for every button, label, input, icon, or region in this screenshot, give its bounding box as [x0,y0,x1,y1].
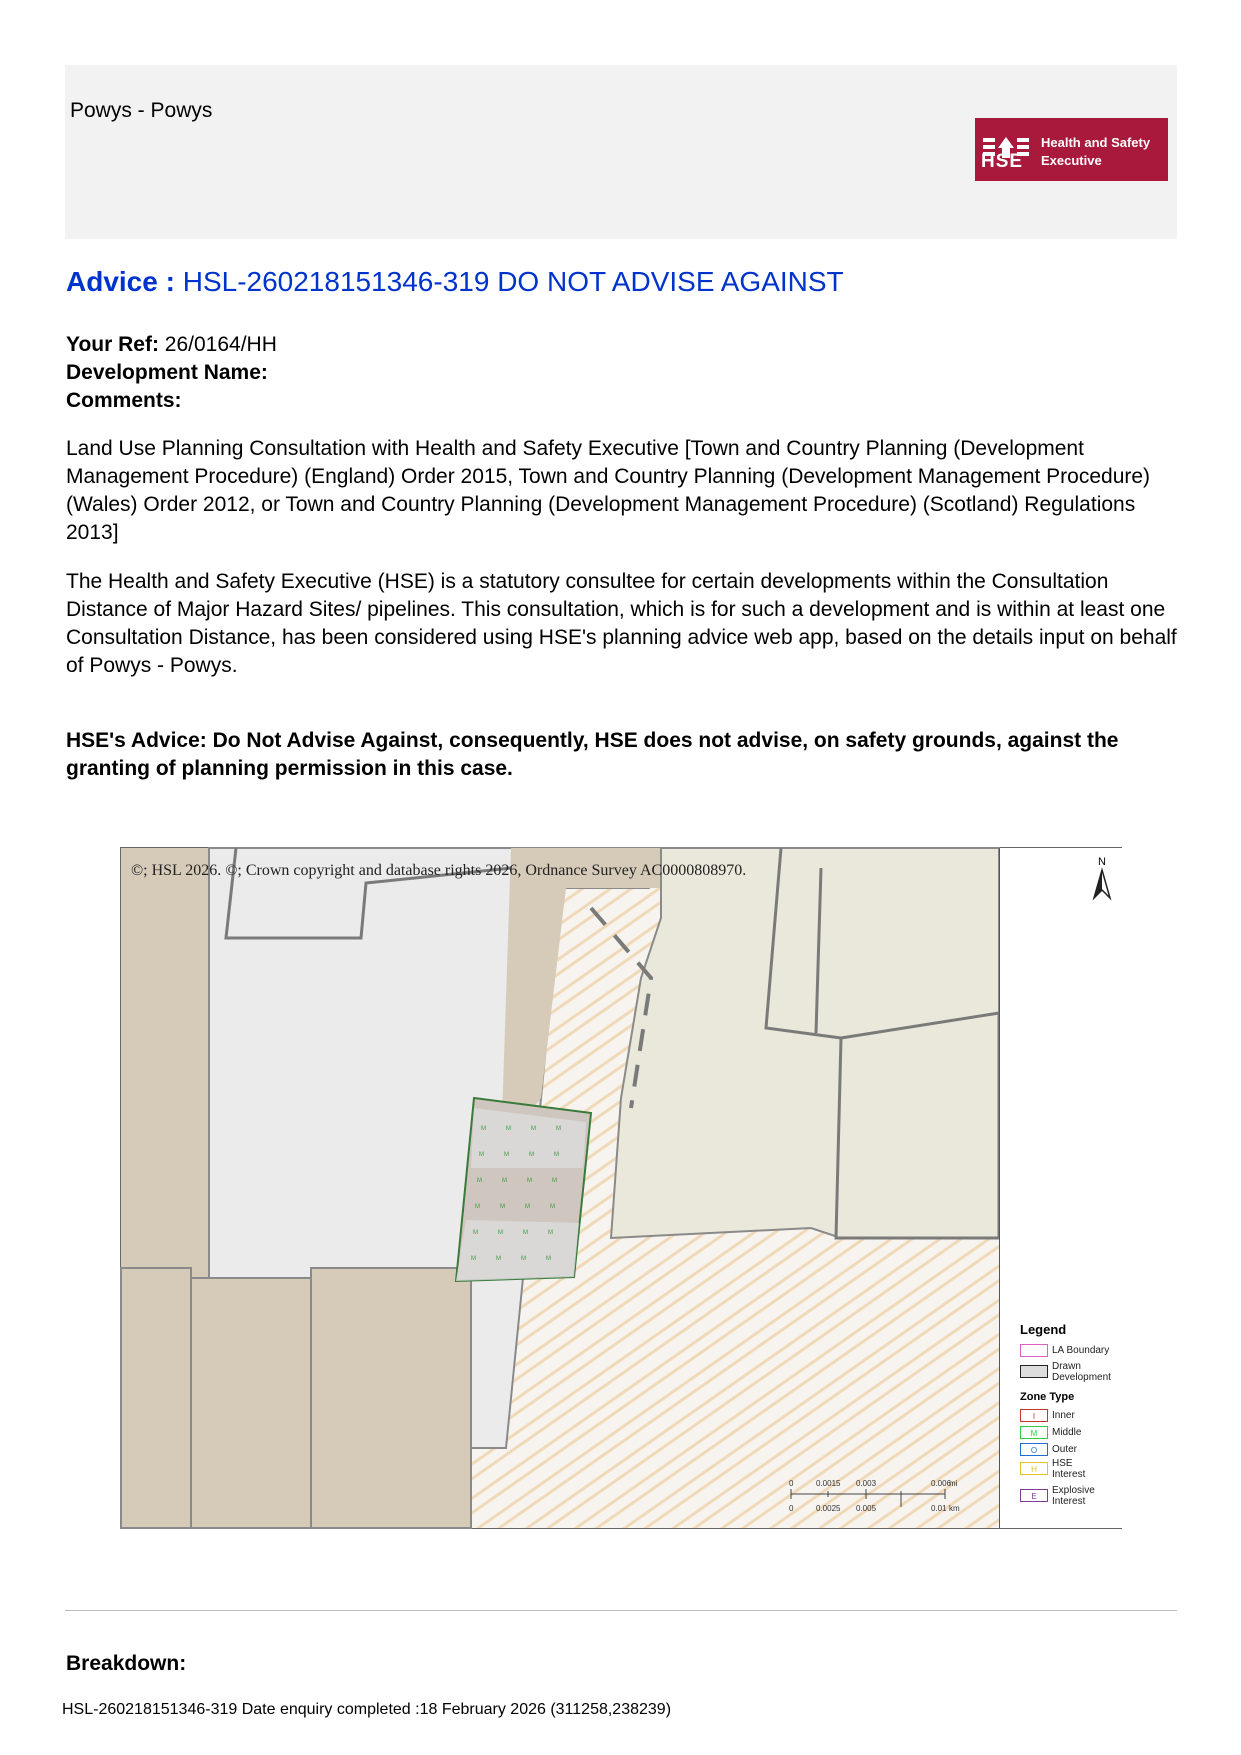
enquiry-footer: HSL-260218151346-319 Date enquiry completed :18 February 2026 (311258,238239) [62,1701,672,1718]
organisation-name: Powys - Powys [70,99,213,122]
zone-marker: M [527,1178,532,1184]
legend-zone-inner [1020,1409,1075,1422]
your-ref-row [66,331,277,359]
zone-marker: M [554,1152,559,1158]
building-right-lower [836,1013,999,1238]
advice-label: Advice : [66,266,175,297]
legend-title: Legend [1020,1322,1067,1337]
legend-zone-hse-interest [1020,1458,1085,1480]
zone-marker: M [498,1230,503,1236]
zone-marker: M [525,1204,530,1210]
drawn-development-line1: Drawn [1052,1361,1081,1372]
consultation-paragraph: The Health and Safety Executive (HSE) is a statutory consultee for certain developments within the Consultation Distance of Major Hazard Sites/ pipelines. This consultation, which is for such a development and is within at least one Consultation Distance, has been considered using HSE's planning advice web app, based on the details input on behalf of Powys - Powys. [66,570,1177,677]
scale-mi-2: 0.003 [856,1479,877,1488]
zone-middle-swatch: M [1020,1426,1048,1439]
zone-hse-label [1052,1458,1085,1480]
map-base-drawing [121,848,1121,1528]
scale-bar-graphic [781,1478,960,1514]
scale-km-3: 0.01 [931,1504,947,1513]
hse-acronym: HSE [981,151,1024,172]
zone-marker: M [481,1126,486,1132]
zone-marker: M [531,1126,536,1132]
zone-marker: M [548,1230,553,1236]
zone-marker: M [523,1230,528,1236]
zone-marker: M [529,1152,534,1158]
zone-explosive-line2: Interest [1052,1496,1086,1507]
zone-marker: M [550,1204,555,1210]
zone-outer-label: Outer [1052,1444,1078,1456]
zone-inner-swatch: I [1020,1409,1048,1422]
drawn-development-label [1052,1361,1111,1383]
zone-marker: M [473,1230,478,1236]
scale-km-unit: km [949,1504,960,1513]
zone-marker: M [477,1178,482,1184]
hse-name-line2: Executive [1041,153,1102,168]
hse-logo [975,118,1168,181]
hse-full-name [1041,134,1150,170]
zone-inner-label: Inner [1052,1410,1075,1422]
site-map [120,847,1122,1529]
legislation-paragraph: Land Use Planning Consultation with Health and Safety Executive [Town and Country Planning (Development Management Procedure) (England) Order 2015, Town and Country Planning (Development Management Procedure) (Wales) Order 2012, or Town and Country Planning (Development Management Procedure) (Scotland) Regulations 2013] [66,437,1151,544]
zone-hse-line2: Interest [1052,1469,1086,1480]
legend-zone-middle [1020,1426,1081,1439]
breakdown-heading: Breakdown: [66,1652,187,1675]
zone-marker: M [479,1152,484,1158]
zone-marker: M [496,1256,501,1262]
scale-km-0: 0 [789,1504,794,1513]
map-copyright: ©; HSL 2026. ©; Crown copyright and database rights 2026, Ordnance Survey AC0000808970. [131,862,747,879]
scale-km-1: 0.0025 [816,1504,841,1513]
development-name-row [66,359,277,387]
scale-km-2: 0.005 [856,1504,877,1513]
your-ref-value: 26/0164/HH [164,333,277,356]
development-name-label: Development Name: [66,361,268,384]
drawn-development-swatch [1020,1365,1048,1378]
zone-marker: M [556,1126,561,1132]
zone-marker: M [502,1178,507,1184]
comments-label: Comments: [66,389,182,412]
hse-name-line1: Health and Safety [1041,135,1151,150]
north-arrow [1092,856,1112,907]
zone-explosive-line1: Explosive [1052,1485,1095,1496]
map-legend [999,848,1122,1528]
zone-marker: M [552,1178,557,1184]
drawn-development-line2: Development [1052,1372,1111,1383]
zone-marker: M [546,1256,551,1262]
zone-outer-swatch: O [1020,1443,1048,1456]
scale-mi-1: 0.0015 [816,1479,841,1488]
zone-explosive-label [1052,1485,1095,1507]
zone-marker: M [475,1204,480,1210]
north-arrow-icon [1092,868,1112,902]
advice-title [66,266,844,298]
zone-marker: M [506,1126,511,1132]
header-banner [65,65,1177,239]
la-boundary-swatch [1020,1344,1048,1357]
comments-row [66,387,277,415]
zone-type-heading: Zone Type [1020,1391,1075,1403]
zone-hse-swatch: H [1020,1462,1048,1475]
scale-mi-unit: mi [949,1479,958,1488]
legend-zone-explosive [1020,1485,1095,1507]
reference-block [66,331,277,415]
zone-marker: M [504,1152,509,1158]
scale-bar [781,1478,960,1516]
zone-marker: M [521,1256,526,1262]
north-label: N [1098,856,1106,868]
zone-marker: M [500,1204,505,1210]
advice-text: HSL-260218151346-319 DO NOT ADVISE AGAINST [182,266,844,297]
scale-mi-3: 0.006 [931,1479,952,1488]
section-divider [65,1610,1177,1611]
zone-marker: M [471,1256,476,1262]
zone-middle-label: Middle [1052,1427,1082,1439]
legend-zone-outer [1020,1443,1077,1456]
legend-la-boundary [1020,1344,1109,1357]
scale-mi-0: 0 [789,1479,794,1488]
advice-paragraph: HSE's Advice: Do Not Advise Against, consequently, HSE does not advise, on safety grounds, against the granting of planning permission in this case. [66,729,1119,780]
your-ref-label: Your Ref: [66,333,159,356]
legend-drawn-development [1020,1361,1111,1383]
zone-hse-line1: HSE [1052,1458,1073,1469]
la-boundary-label: LA Boundary [1052,1345,1110,1357]
zone-explosive-swatch: E [1020,1489,1048,1502]
